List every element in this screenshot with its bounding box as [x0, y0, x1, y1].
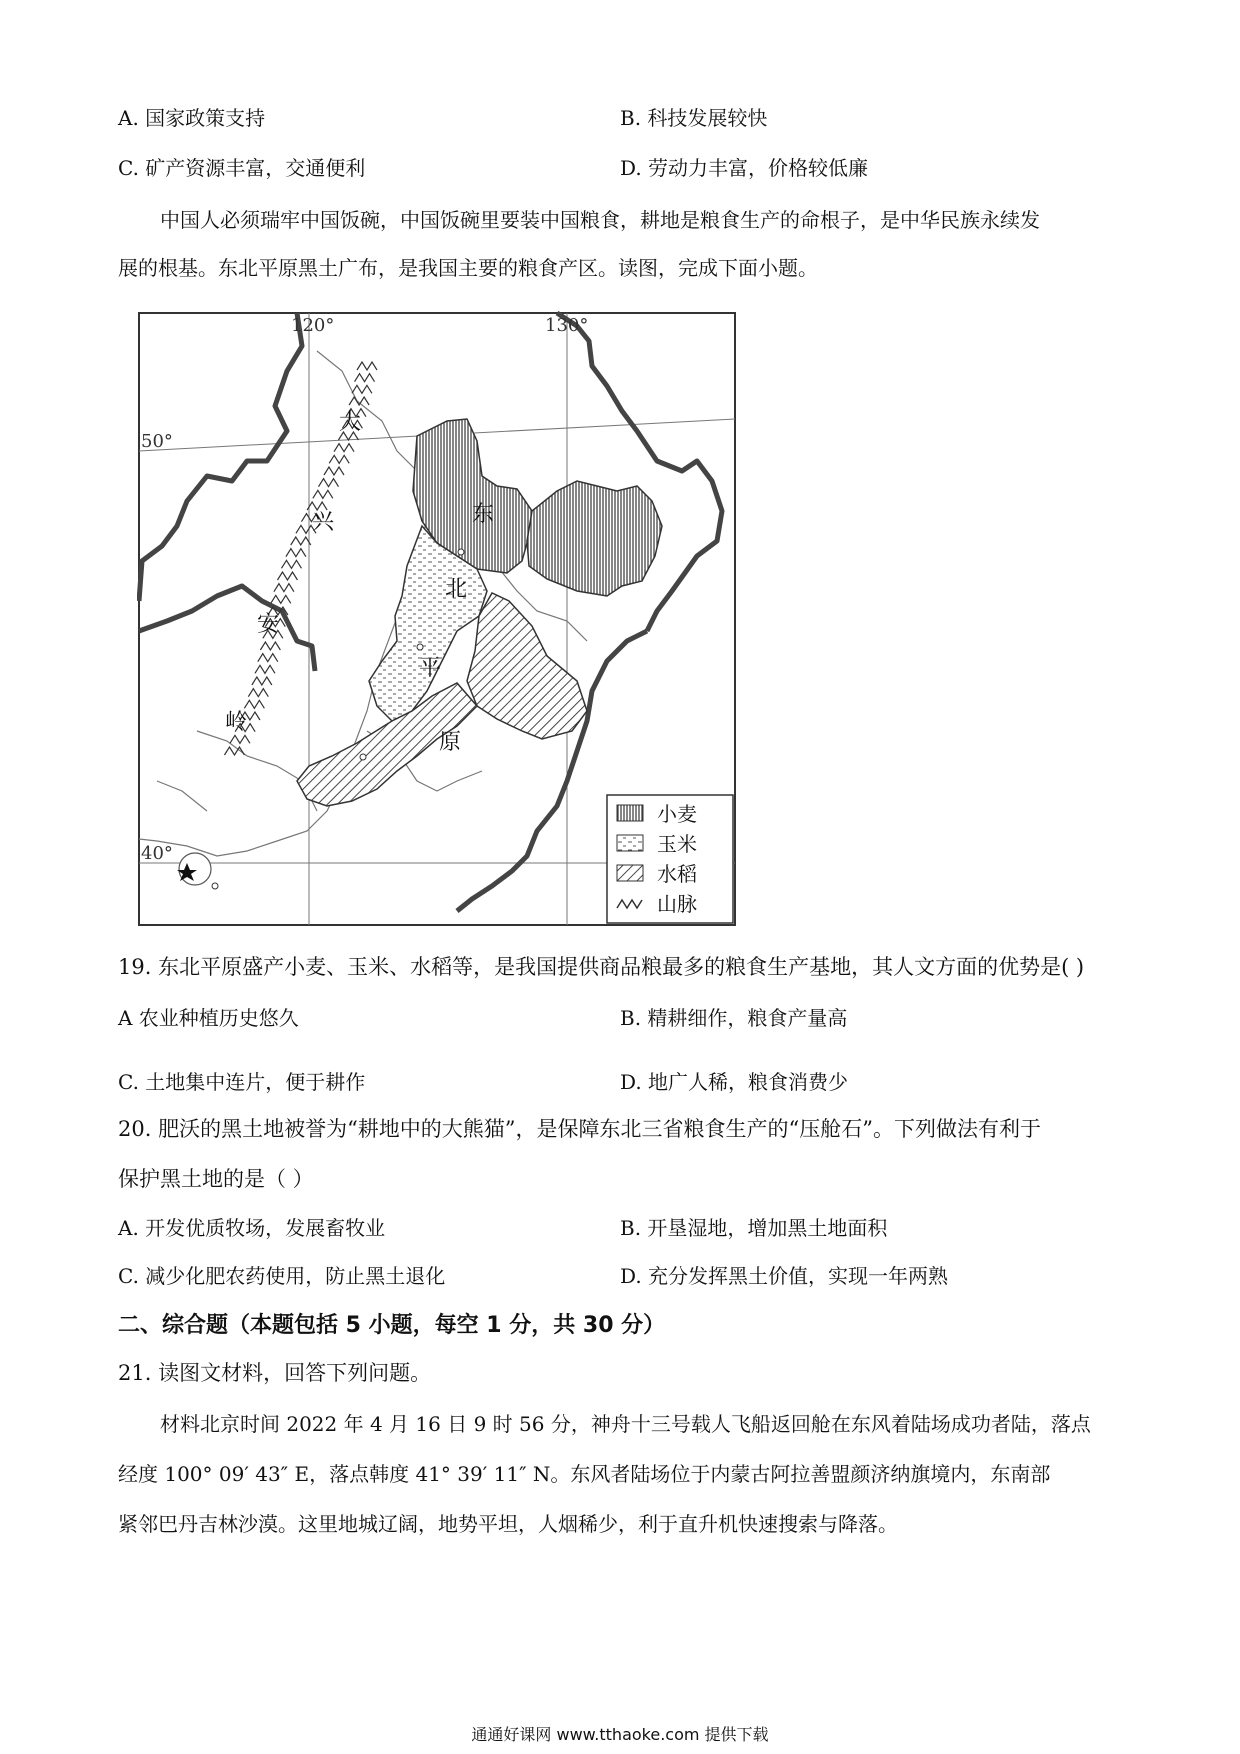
q21-stem: 21. 读图文材料，回答下列问题。	[118, 1361, 432, 1385]
q20-option-b: B. 开垦湿地，增加黑土地面积	[620, 1216, 888, 1240]
q20-stem-line-2: 保护黑土地的是（ ）	[118, 1167, 314, 1191]
legend-corn: 玉米	[657, 832, 697, 856]
plain-char-2: 北	[445, 577, 468, 602]
range-char-1: 大	[339, 410, 362, 435]
q19-option-c: C. 土地集中连片，便于耕作	[118, 1070, 366, 1094]
option-a: A. 国家政策支持	[118, 106, 266, 130]
intro-line-1: 中国人必须瑞牢中国饭碗，中国饭碗里要装中国粮食，耕地是粮食生产的命根子，是中华民族永续发	[160, 208, 1040, 232]
q19-option-d: D. 地广人稀，粮食消费少	[620, 1070, 849, 1094]
label-lat-40: 40°	[141, 843, 173, 864]
map-legend	[607, 795, 733, 923]
legend-mountain: 山脉	[657, 892, 697, 916]
range-char-3: 安	[257, 612, 280, 637]
northeast-plain-map	[137, 311, 737, 927]
section-2-title: 二、综合题（本题包括 5 小题，每空 1 分，共 30 分）	[118, 1313, 666, 1338]
plain-char-4: 原	[439, 730, 462, 755]
legend-rice: 水稻	[657, 862, 697, 886]
label-lat-50: 50°	[141, 431, 173, 452]
wheat-region-east	[527, 481, 662, 596]
q20-option-d: D. 充分发挥黑土价值，实现一年两熟	[620, 1264, 949, 1288]
q21-material-line-3: 紧邻巴丹吉林沙漠。这里地城辽阔，地势平坦，人烟稀少，利于直升机快速搜索与降落。	[118, 1512, 898, 1536]
option-b: B. 科技发展较快	[620, 106, 768, 130]
range-char-2: 兴	[312, 510, 335, 535]
q20-stem-line-1: 20. 肥沃的黑土地被誉为“耕地中的大熊猫”，是保障东北三省粮食生产的“压舱石”。下列做法有利于	[118, 1117, 1042, 1141]
q20-option-c: C. 减少化肥农药使用，防止黑土退化	[118, 1264, 446, 1288]
range-char-4: 岭	[225, 710, 248, 735]
label-lon-120: 120°	[291, 315, 335, 336]
q19-option-a: A 农业种植历史悠久	[118, 1006, 299, 1030]
option-c: C. 矿产资源丰富，交通便利	[118, 156, 366, 180]
q19-option-b: B. 精耕细作，粮食产量高	[620, 1006, 848, 1030]
q19-stem: 19. 东北平原盛产小麦、玉米、水稻等，是我国提供商品粮最多的粮食生产基地，其人文方面的优势是( )	[118, 955, 1085, 979]
q21-material-line-2: 经度 100° 09′ 43″ E，落点韩度 41° 39′ 11″ N。东风者陆场位于内蒙古阿拉善盟颜济纳旗境内，东南部	[118, 1462, 1051, 1486]
plain-char-3: 平	[419, 656, 442, 681]
intro-line-2: 展的根基。东北平原黑土广布，是我国主要的粮食产区。读图，完成下面小题。	[118, 256, 818, 280]
label-lon-130: 130°	[545, 315, 589, 336]
q21-material-line-1: 材料北京时间 2022 年 4 月 16 日 9 时 56 分，神舟十三号载人飞船返回舱在东风着陆场成功者陆，落点	[160, 1412, 1091, 1436]
option-d: D. 劳动力丰富，价格较低廉	[620, 156, 869, 180]
footer-credit: 通通好课网 www.tthaoke.com 提供下载	[471, 1725, 769, 1744]
legend-wheat: 小麦	[657, 802, 697, 826]
plain-char-1: 东	[472, 502, 495, 527]
q20-option-a: A. 开发优质牧场，发展畜牧业	[118, 1216, 386, 1240]
